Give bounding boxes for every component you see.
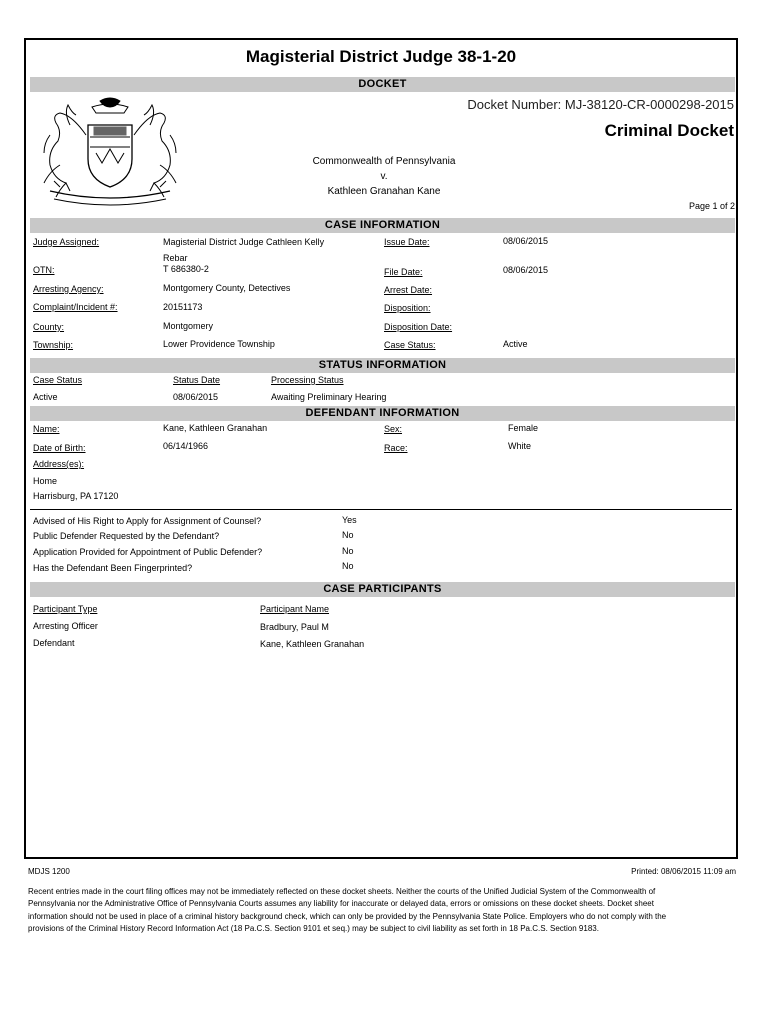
issue-date-value: 08/06/2015 — [503, 236, 549, 246]
participant-col-type: Participant Type — [33, 604, 98, 614]
participant-type: Arresting Officer — [33, 621, 98, 631]
docket-type: Criminal Docket — [604, 121, 734, 140]
file-date-label: File Date: — [384, 267, 423, 277]
answer-application-provided: No — [342, 546, 354, 556]
case-information-title: CASE INFORMATION — [324, 219, 441, 231]
status-col-case-status: Case Status — [33, 375, 83, 385]
docket-label: DOCKET — [358, 78, 407, 90]
file-date-value: 08/06/2015 — [503, 265, 549, 275]
county-label: County: — [33, 322, 65, 332]
docket-header-bar — [30, 77, 735, 92]
section-divider — [30, 509, 732, 510]
address-city: Harrisburg, PA 17120 — [33, 491, 119, 501]
caption-plaintiff: Commonwealth of Pennsylvania — [312, 156, 456, 167]
answer-counsel: Yes — [342, 515, 357, 525]
dob-value: 06/14/1966 — [163, 441, 209, 451]
name-value: Kane, Kathleen Granahan — [163, 423, 268, 433]
complaint-label: Complaint/Incident #: — [33, 302, 118, 312]
case-participants-title: CASE PARTICIPANTS — [323, 583, 442, 595]
issue-date-label: Issue Date: — [384, 237, 430, 247]
judge-value-line-2: Rebar — [163, 253, 188, 263]
township-label: Township: — [33, 340, 74, 350]
status-col-status-date: Status Date — [173, 375, 221, 385]
page-title: Magisterial District Judge 38-1-20 — [245, 47, 517, 66]
judge-label: Judge Assigned: — [33, 237, 100, 247]
answer-public-defender-requested: No — [342, 530, 354, 540]
participant-type: Defendant — [33, 638, 75, 648]
question-counsel: Advised of His Right to Apply for Assignment of Counsel? — [33, 516, 262, 526]
status-row-status-date: 08/06/2015 — [173, 392, 219, 402]
dob-label: Date of Birth: — [33, 443, 86, 453]
complaint-value: 20151173 — [163, 302, 203, 312]
question-public-defender-requested: Public Defender Requested by the Defendant? — [33, 531, 220, 541]
caption-versus: v. — [380, 171, 388, 182]
case-status-value: Active — [503, 339, 528, 349]
judge-value: Magisterial District Judge Cathleen Kelly — [163, 237, 325, 247]
address-type: Home — [33, 476, 58, 486]
arresting-agency-value: Montgomery County, Detectives — [163, 283, 291, 293]
participant-col-name: Participant Name — [260, 604, 330, 614]
pennsylvania-seal — [30, 95, 190, 213]
answer-fingerprinted: No — [342, 561, 354, 571]
disposition-label: Disposition: — [384, 303, 431, 313]
sex-value: Female — [508, 423, 539, 433]
disclaimer-text: Recent entries made in the court filing offices may not be immediately reflected on these docket sheets. Neither the courts of the Unified Judicial System of the Commonwealth of Pennsylvania nor the Administrative Office of Pennsylvania Courts assumes any liability for inaccurate or delayed data, errors or omissions on these docket sheets. Docket sheet information should not be used in place of a criminal history background check, which can only be provided by the Pennsylvania State Police. Employers who do not comply with the provisions of the Criminal History Record Information Act (18 Pa.C.S. Section 9101 et seq.) may be subject to civil liability as set forth in 18 Pa.C.S. Section 9183. — [28, 887, 667, 933]
disposition-date-label: Disposition Date: — [384, 322, 453, 332]
name-label: Name: — [33, 424, 60, 434]
status-row-case-status: Active — [33, 392, 58, 402]
case-status-label: Case Status: — [384, 340, 436, 350]
sex-label: Sex: — [384, 424, 403, 434]
defendant-information-header — [30, 406, 735, 421]
county-value: Montgomery — [163, 321, 214, 331]
township-value: Lower Providence Township — [163, 339, 275, 349]
defendant-information-title: DEFENDANT INFORMATION — [305, 407, 460, 419]
participant-name: Bradbury, Paul M — [260, 622, 329, 632]
page-indicator: Page 1 of 2 — [688, 201, 735, 211]
status-information-header — [30, 358, 735, 373]
case-information-header — [30, 218, 735, 233]
participant-name: Kane, Kathleen Granahan — [260, 639, 365, 649]
case-participants-header — [30, 582, 735, 597]
address-label: Address(es): — [33, 459, 85, 469]
printed-timestamp: Printed: 08/06/2015 11:09 am — [631, 867, 736, 876]
otn-value: T 686380-2 — [163, 264, 209, 274]
question-fingerprinted: Has the Defendant Been Fingerprinted? — [33, 563, 193, 573]
race-value: White — [508, 441, 532, 451]
caption-defendant: Kathleen Granahan Kane — [327, 186, 441, 197]
arrest-date-label: Arrest Date: — [384, 285, 433, 295]
race-label: Race: — [384, 443, 408, 453]
status-row-processing-status: Awaiting Preliminary Hearing — [271, 392, 387, 402]
status-col-processing-status: Processing Status — [271, 375, 344, 385]
otn-label: OTN: — [33, 265, 55, 275]
status-information-title: STATUS INFORMATION — [318, 359, 447, 371]
docket-number: Docket Number: MJ-38120-CR-0000298-2015 — [467, 97, 734, 112]
arresting-agency-label: Arresting Agency: — [33, 284, 104, 294]
question-application-provided: Application Provided for Appointment of Public Defender? — [33, 547, 263, 557]
form-id: MDJS 1200 — [28, 867, 70, 876]
